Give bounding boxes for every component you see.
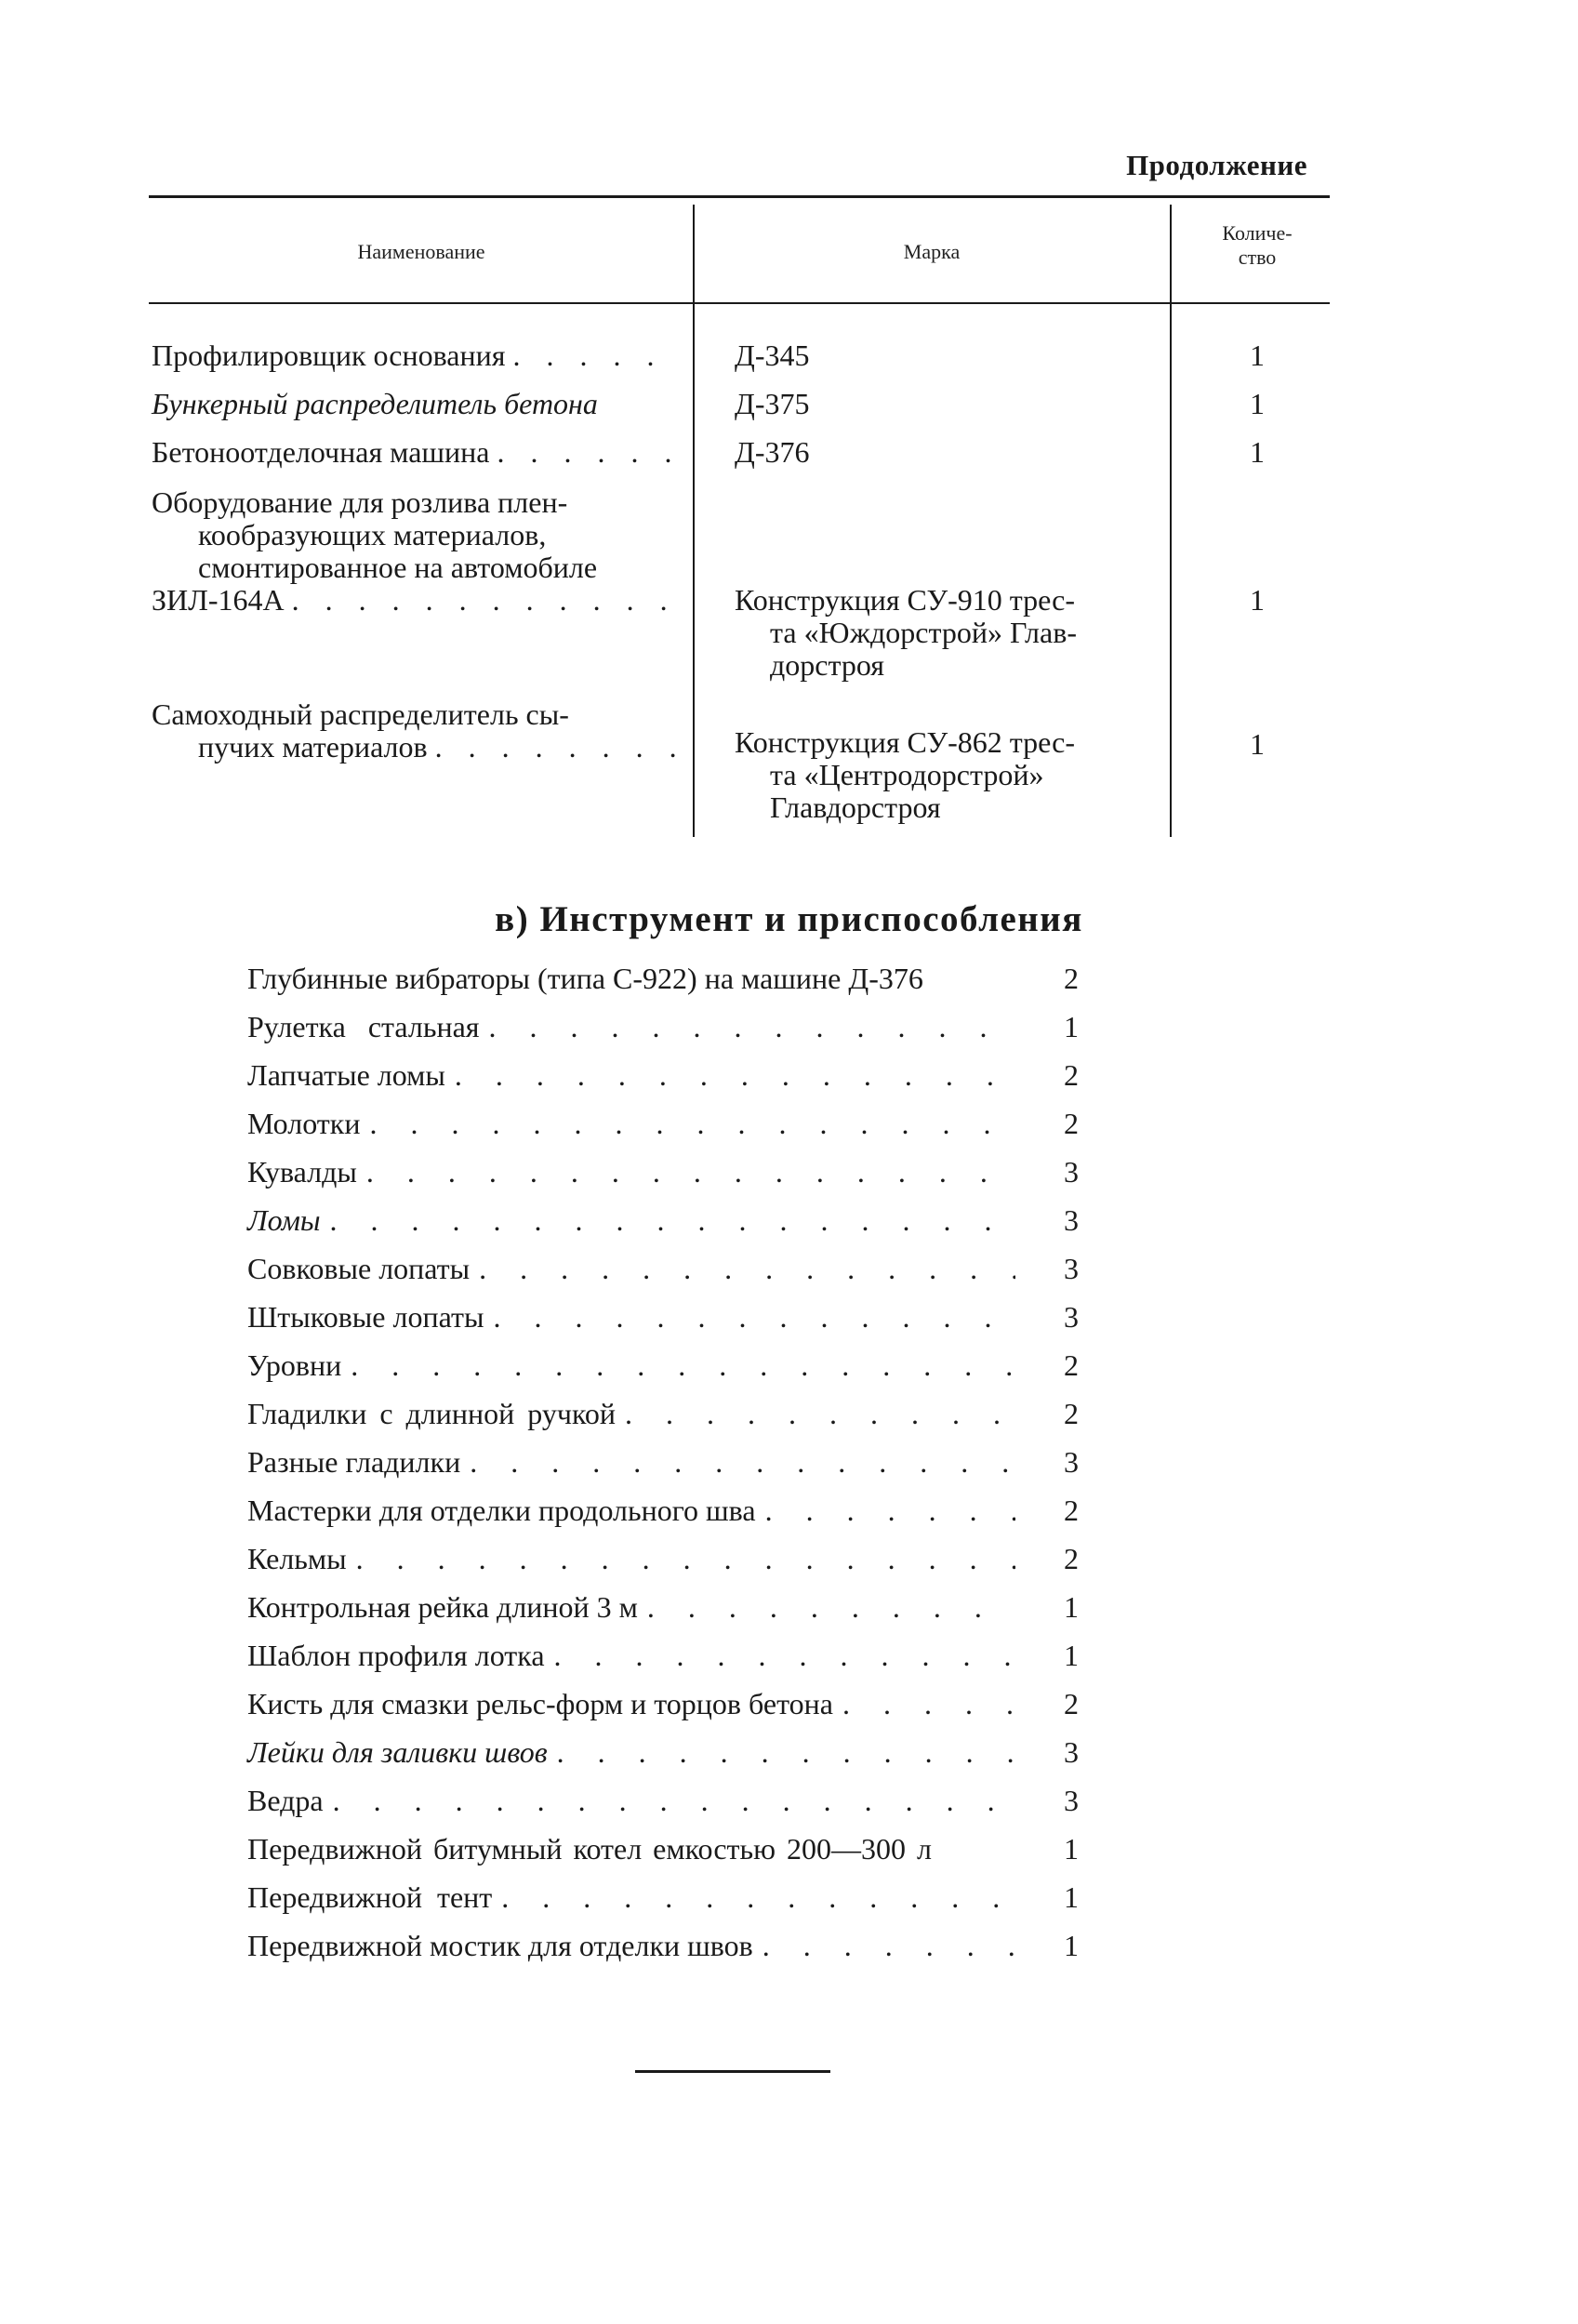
list-item: Ведра . . . 3 (247, 1784, 1079, 1817)
row-mark-line: та «Центродорстрой» (770, 758, 1044, 791)
row-mark-line: та «Юждорстрой» Глав- (770, 616, 1077, 649)
row-name-line: Самоходный распределитель сы- (152, 697, 569, 731)
row-name-line: Оборудование для розлива плен- (152, 485, 568, 519)
row-qty: 1 (1250, 387, 1265, 420)
continuation-label: Продолжение (1126, 149, 1307, 181)
column-header-mark: Марка (903, 240, 961, 263)
list-item: Разные гладилки . . . 3 (247, 1445, 1079, 1479)
row-qty: 1 (1250, 727, 1265, 761)
row-name-line: ЗИЛ-164А . . . (152, 583, 682, 617)
list-item: Лапчатые ломы . . . 2 (247, 1058, 1079, 1092)
list-item: Передвижной тент . . . 1 (247, 1880, 1079, 1914)
list-item: Кельмы . . . 2 (247, 1542, 1079, 1575)
row-mark-line: Конструкция СУ-862 трес- (735, 725, 1076, 759)
list-item: Лейки для заливки швов . . . 3 (247, 1735, 1079, 1769)
section-title: в) Инструмент и приспособления (495, 899, 1083, 939)
column-header-name: Наименование (357, 240, 485, 263)
list-item: Молотки . . . 2 (247, 1107, 1079, 1140)
list-item: Штыковые лопаты . . . 3 (247, 1300, 1079, 1334)
row-qty: 1 (1250, 435, 1265, 469)
list-item: Гладилки с длинной ручкой . . . 2 (247, 1397, 1079, 1430)
list-item: Ломы . . . 3 (247, 1203, 1079, 1237)
list-item: Уровни . . . 2 (247, 1348, 1079, 1382)
list-item: Шаблон профиля лотка . . . 1 (247, 1639, 1079, 1672)
row-mark: Д-345 (735, 339, 810, 372)
row-mark: Д-375 (735, 387, 810, 420)
list-item: Кисть для смазки рельс-форм и торцов бетона . . . 2 (247, 1687, 1079, 1720)
table-top-rule (149, 195, 1330, 198)
row-qty: 1 (1250, 339, 1265, 372)
list-item: Контрольная рейка длиной 3 м . . . 1 (247, 1590, 1079, 1624)
column-divider-1 (693, 205, 695, 837)
row-name-line: кообразующих материалов, (198, 518, 547, 551)
row-mark: Д-376 (735, 435, 810, 469)
row-mark-line: Главдорстроя (770, 790, 941, 824)
table-header-rule (149, 302, 1330, 304)
row-mark-line: дорстроя (770, 648, 884, 682)
row-name: Бетоноотделочная машина . . . (152, 435, 682, 469)
column-header-qty: Количе- ство (1222, 221, 1293, 269)
list-item: Кувалды . . . 3 (247, 1155, 1079, 1189)
list-item: Совковые лопаты . . . 3 (247, 1252, 1079, 1285)
row-qty: 1 (1250, 583, 1265, 617)
list-item: Мастерки для отделки продольного шва . . . 2 (247, 1494, 1079, 1527)
list-item: Глубинные вибраторы (типа С-922) на машине Д-376 2 (247, 962, 1079, 995)
list-item: Рулетка стальная . . . 1 (247, 1010, 1079, 1043)
list-item: Передвижной битумный котел емкостью 200—300 л 1 (247, 1832, 1079, 1866)
end-divider (635, 2070, 830, 2073)
row-name: Бункерный распределитель бетона (152, 387, 598, 420)
row-name: Профилировщик основания . . . (152, 339, 682, 372)
row-mark-line: Конструкция СУ-910 трес- (735, 583, 1076, 617)
column-divider-2 (1170, 205, 1172, 837)
row-name-line: смонтированное на автомобиле (198, 551, 598, 584)
row-name-line: пучих материалов . . . (198, 730, 682, 764)
list-item: Передвижной мостик для отделки швов . . . 1 (247, 1929, 1079, 1962)
